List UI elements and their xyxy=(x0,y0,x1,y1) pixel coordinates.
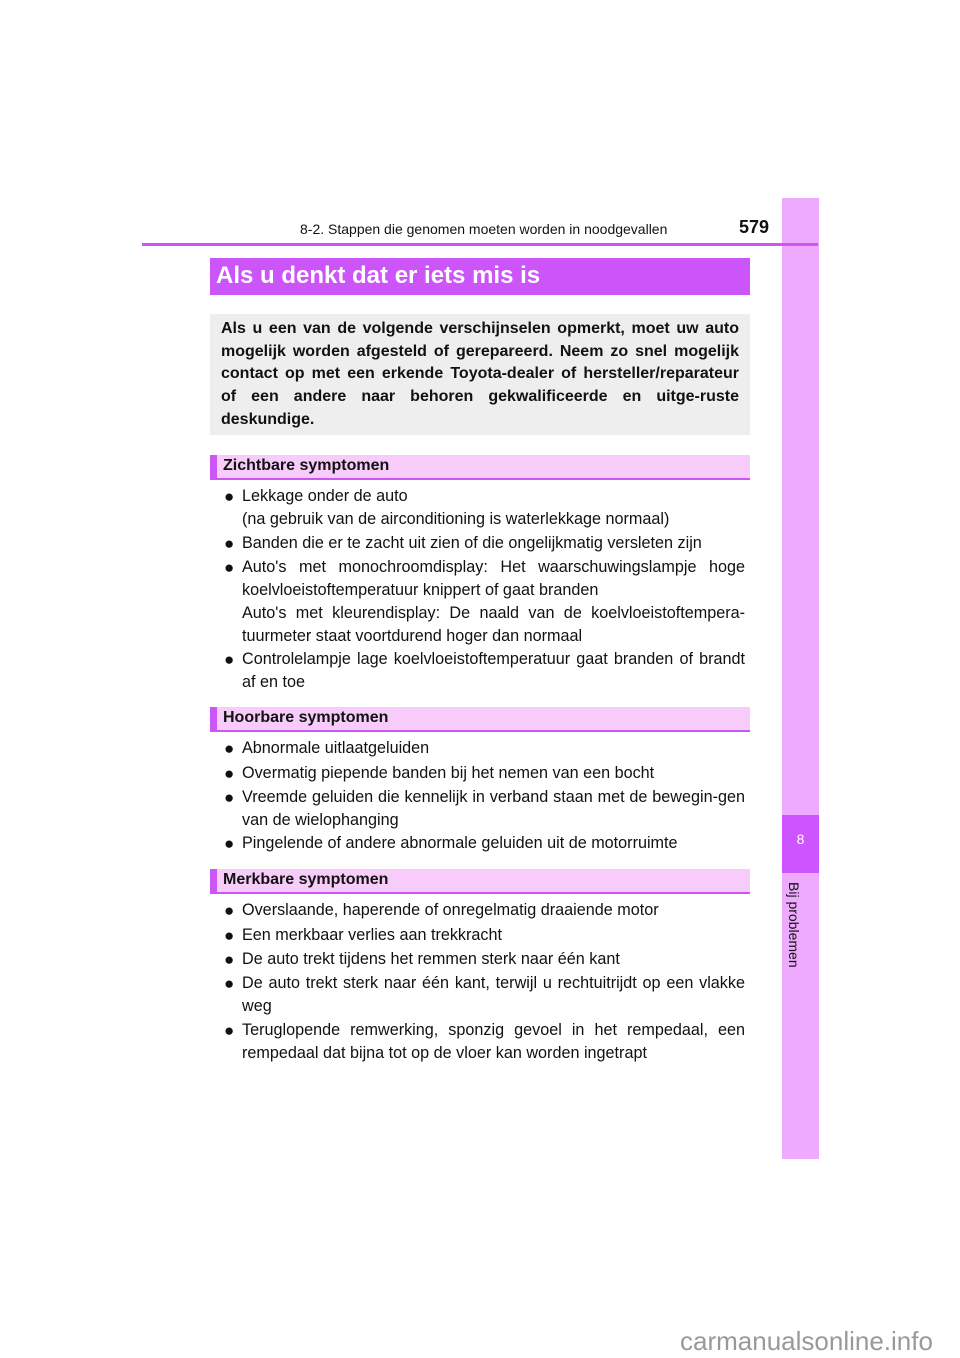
section-heading: Hoorbare symptomen xyxy=(210,707,750,732)
list-item xyxy=(224,485,745,531)
header-divider xyxy=(142,243,818,246)
item-text: Lekkage onder de auto xyxy=(242,487,408,505)
item-text: Overslaande, haperende of onregelmatig draaiende motor xyxy=(242,901,659,919)
list-item xyxy=(224,899,745,922)
list-item xyxy=(224,786,745,832)
list-item xyxy=(224,737,745,760)
item-text: Auto's met kleurendisplay: De naald van de koelvloeistoftempera-tuurmeter staat voortdurend hoger dan normaal xyxy=(242,604,745,645)
item-text: Een merkbaar verlies aan trekkracht xyxy=(242,926,503,944)
list-item xyxy=(224,972,745,1018)
bullet-icon: ● xyxy=(224,1021,235,1040)
list-item xyxy=(224,532,745,555)
list-item xyxy=(224,648,745,694)
list-item xyxy=(224,948,745,971)
bullet-icon: ● xyxy=(224,834,235,853)
bullet-icon: ● xyxy=(224,901,235,920)
section-heading: Zichtbare symptomen xyxy=(210,455,750,480)
page-title: Als u denkt dat er iets mis is xyxy=(210,258,750,295)
item-text: Teruglopende remwerking, sponzig gevoel in het rempedaal, een rempedaal dat bijna tot op de vloer kan worden ingetrapt xyxy=(242,1021,745,1062)
item-text: Abnormale uitlaatgeluiden xyxy=(242,739,430,757)
intro-box: Als u een van de volgende verschijnselen opmerkt, moet uw auto mogelijk worden afgesteld of gerepareerd. Neem zo snel mogelijk contact op met een erkende Toyota-dealer of hersteller/reparateur of een andere naar behoren gekwalificeerde en uitge-ruste deskundige. xyxy=(210,314,750,435)
bullet-icon: ● xyxy=(224,764,235,783)
list-item xyxy=(224,832,745,855)
item-text: De auto trekt sterk naar één kant, terwijl u rechtuitrijdt op een vlakke weg xyxy=(242,974,745,1015)
list-item xyxy=(224,924,745,947)
item-text: De auto trekt tijdens het remmen sterk naar één kant xyxy=(242,950,620,968)
item-text: Auto's met monochroomdisplay: Het waarschuwingslampje hoge koelvloeistoftemperatuur knippert of gaat branden xyxy=(242,558,745,599)
bullet-icon: ● xyxy=(224,950,235,969)
chapter-label: Bij problemen xyxy=(786,882,802,968)
chapter-sidebar xyxy=(782,198,819,1159)
page-number: 579 xyxy=(739,217,770,237)
list-item xyxy=(224,1019,745,1065)
bullet-icon: ● xyxy=(224,788,235,807)
item-text: Vreemde geluiden die kennelijk in verband staan met de bewegin-gen van de wielophanging xyxy=(242,788,745,829)
bullet-icon: ● xyxy=(224,534,235,553)
section-header: 8-2. Stappen die genomen moeten worden in noodgevallen xyxy=(300,221,668,237)
bullet-icon: ● xyxy=(224,974,235,993)
item-text: Controlelampje lage koelvloeistoftemperatuur gaat branden of brandt af en toe xyxy=(242,650,745,691)
bullet-icon: ● xyxy=(224,926,235,945)
bullet-icon: ● xyxy=(224,558,235,577)
list-item xyxy=(224,556,745,648)
section-heading: Merkbare symptomen xyxy=(210,869,750,894)
item-text: Banden die er te zacht uit zien of die ongelijkmatig versleten zijn xyxy=(242,534,702,552)
bullet-icon: ● xyxy=(224,487,235,506)
bullet-icon: ● xyxy=(224,650,235,669)
bullet-icon: ● xyxy=(224,739,235,758)
item-text: (na gebruik van de airconditioning is waterlekkage normaal) xyxy=(242,510,670,528)
item-text: Overmatig piepende banden bij het nemen van een bocht xyxy=(242,764,655,782)
item-text: Pingelende of andere abnormale geluiden uit de motorruimte xyxy=(242,834,678,852)
watermark: carmanualsonline.info xyxy=(680,1326,933,1356)
chapter-number-tab[interactable]: 8 xyxy=(782,815,819,873)
list-item xyxy=(224,762,745,785)
